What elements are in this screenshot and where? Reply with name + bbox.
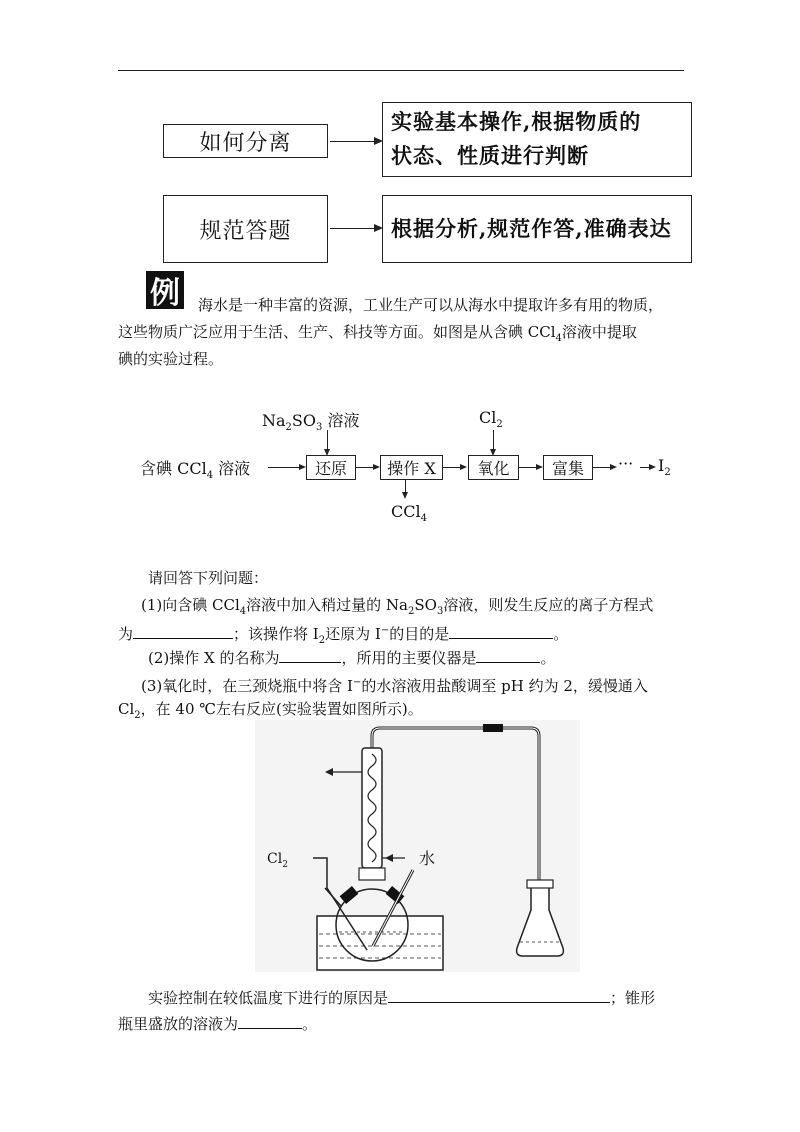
flow-step-operation-x: 操作 X <box>380 455 443 480</box>
questions-intro: 请回答下列问题： <box>148 569 269 587</box>
box-answer-desc <box>382 195 692 263</box>
flow-step-enrich: 富集 <box>543 455 593 480</box>
example-badge: 例 <box>146 271 184 309</box>
flow-end-dots: ··· <box>618 454 634 473</box>
flow-arrow-reagent1-line <box>327 430 328 451</box>
apparatus-label-cl2: $Cl_2$ <box>267 851 288 870</box>
flow-arrow-reagent2-line <box>493 430 494 451</box>
example-line-2-pre: 这些物质广泛应用于生活、生产、科技等方面。如图是从含碘 CCl <box>118 323 556 341</box>
apparatus-figure <box>255 720 580 972</box>
box-standard-answer <box>163 195 328 263</box>
example-line-3-text: 碘的实验过程。 <box>118 350 224 368</box>
flow-reagent-cl2: $Cl_2$ <box>479 408 503 431</box>
example-line-1 <box>198 292 663 319</box>
tube-clamp <box>483 724 503 732</box>
question-4-line-2: 瓶里盛放的溶液为 。 <box>118 1010 317 1037</box>
flow-arrow-1-head <box>373 464 380 470</box>
apparatus-label-water: 水 <box>419 849 436 868</box>
box-standard-answer-label: 规范答题 <box>199 218 292 244</box>
box-how-to-separate <box>163 124 328 158</box>
question-3-line-2: $Cl_2$，在 40 ℃左右反应(实验装置如图所示)。 <box>118 700 423 721</box>
question-1-line-2: 为 ；该操作将 $I_2$还原为 I−的目的是 。 <box>118 618 568 654</box>
answer-blank-6[interactable] <box>238 1010 302 1029</box>
flow-arrow-4-line <box>593 467 611 468</box>
question-4-line-1: 实验控制在较低温度下进行的原因是 ；锥形 <box>148 984 655 1011</box>
flow-arrow-3-line <box>519 467 537 468</box>
flow-end-iodine: $I_2$ <box>658 456 671 479</box>
arrow-1-line <box>330 141 375 142</box>
answer-blank-5[interactable] <box>388 984 610 1003</box>
top-rule <box>118 70 684 71</box>
example-line-2-post: 溶液中提取 <box>561 323 637 341</box>
flow-start-label: 含碘 CCl$_4$ 溶液 <box>140 459 251 482</box>
arrow-2-line <box>330 228 375 229</box>
question-3-line-1: (3)氧化时，在三颈烧瓶中将含 I−的水溶液用盐酸调至 pH 约为 2，缓慢通入 <box>141 677 648 695</box>
flow-arrow-5-head <box>649 464 656 470</box>
answer-blank-3[interactable] <box>279 644 341 663</box>
box-how-to-separate-label: 如何分离 <box>199 130 292 156</box>
box-separation-desc-line2: 状态、性质进行判断 <box>391 143 589 168</box>
flow-output-ccl4: CCl$_4$ <box>391 502 427 525</box>
box-separation-desc-line1: 实验基本操作,根据物质的 <box>391 109 642 134</box>
question-1-line-1: (1)向含碘 CCl$_4$溶液中加入稍过量的 $Na_2SO_3$溶液，则发生反应的离子方程式 <box>141 596 654 617</box>
answer-blank-2[interactable] <box>449 620 553 639</box>
flow-arrow-start-head <box>299 464 306 470</box>
question-2: (2)操作 X 的名称为 ，所用的主要仪器是 。 <box>148 644 556 671</box>
box-separation-desc <box>382 102 692 177</box>
example-line-3 <box>118 346 223 373</box>
example-line-2-sub: 4 <box>555 333 562 344</box>
answer-blank-1[interactable] <box>133 620 233 639</box>
flow-arrow-out-head <box>402 492 408 499</box>
flow-arrow-4-head <box>610 464 617 470</box>
flow-reagent-na2so3: $Na_2SO_3$ 溶液 <box>262 411 360 434</box>
flow-arrow-1-line <box>356 467 374 468</box>
box-answer-desc-text: 根据分析,规范作答,准确表达 <box>391 216 672 241</box>
flow-step-reduce: 还原 <box>306 455 356 480</box>
example-line-1-text: 海水是一种丰富的资源，工业生产可以从海水中提取许多有用的物质， <box>198 296 664 314</box>
answer-blank-4[interactable] <box>476 644 540 663</box>
flow-arrow-2-head <box>460 464 467 470</box>
flow-arrow-start-line <box>268 467 300 468</box>
flow-arrow-2-line <box>443 467 461 468</box>
flow-step-oxidize: 氧化 <box>468 455 519 480</box>
flow-arrow-3-head <box>536 464 543 470</box>
